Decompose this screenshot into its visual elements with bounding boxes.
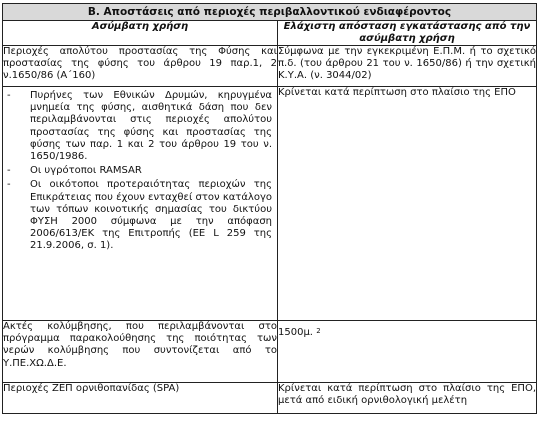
- distances-table: [2, 3, 537, 414]
- table-row: [3, 321, 537, 383]
- use-list: [3, 90, 277, 253]
- list-dash: -: [7, 90, 11, 101]
- table-title-row: [3, 4, 537, 21]
- row-distance: Κρίνεται κατά περίπτωση στο πλαίσιο της ΕΠΟ, μετά από ειδική ορνιθολογική μελέτη: [278, 383, 537, 414]
- list-item-text: Οι υγρότοποι RAMSAR: [30, 165, 142, 177]
- list-item-text: Πυρήνες των Εθνικών Δρυμών, κηρυγμένα μνημεία της φύσης, αισθητικά δάση που δεν περιλαμβάνονται στις περιοχές απολύτου προστασίας της φύσης και προστασίας της φύσης των παρ. 1 και 2 του άρθρου 19 του ν. 1650/1986.: [30, 90, 272, 163]
- list-dash: -: [7, 165, 11, 177]
- row-use: Ακτές κολύμβησης, που περιλαμβάνονται στο πρόγραμμα παρακολούθησης της ποιότητας των νερών κολύμβησης που συντονίζεται από το Υ.ΠΕ.ΧΩ.Δ.Ε.: [3, 321, 278, 383]
- list-item: [3, 165, 277, 177]
- row-use-list: [3, 87, 278, 321]
- header-distance: Ελάχιστη απόσταση εγκατάστασης από την ασύμβατη χρήση: [278, 21, 537, 46]
- list-item-text: Οι οικότοποι προτεραιότητας περιοχών της Επικράτειας που έχουν ενταχθεί στον κατάλογο των τόπων κοινοτικής σημασίας του δικτύου ΦΥΣΗ 2000 σύμφωνα με την απόφαση 2006/613/ΕΚ της Επιτροπής (ΕΕ L 259 της 21.9.2006, σ. 1).: [30, 179, 272, 252]
- row-use: Περιοχές απολύτου προστασίας της Φύσης και προστασίας της φύσης του άρθρου 19 παρ.1, 2 ν.1650/86 (Α΄160): [3, 46, 278, 87]
- table-row: [3, 87, 537, 321]
- footnote-marker: 2: [316, 327, 321, 335]
- table-row: [3, 383, 537, 414]
- table-header-row: [3, 21, 537, 46]
- row-distance: 1500μ.: [278, 327, 313, 338]
- table-title: B. Αποστάσεις από περιοχές περιβαλλοντικού ενδιαφέροντος: [3, 4, 537, 21]
- list-item: [3, 179, 277, 252]
- list-dash: -: [7, 179, 11, 191]
- row-distance: Κρίνεται κατά περίπτωση στο πλαίσιο της ΕΠΟ: [278, 87, 537, 321]
- list-item: [3, 90, 277, 163]
- row-distance-cell: [278, 321, 537, 383]
- table-row: [3, 46, 537, 87]
- row-use: Περιοχές ΖΕΠ ορνιθοπανίδας (SPA): [3, 383, 278, 414]
- row-distance: Σύμφωνα με την εγκεκριμένη Ε.Π.Μ. ή το σχετικό π.δ. (του άρθρου 21 του ν. 1650/86) ή την σχετική Κ.Υ.Α. (ν. 3044/02): [278, 46, 537, 87]
- header-use: Ασύμβατη χρήση: [3, 21, 278, 46]
